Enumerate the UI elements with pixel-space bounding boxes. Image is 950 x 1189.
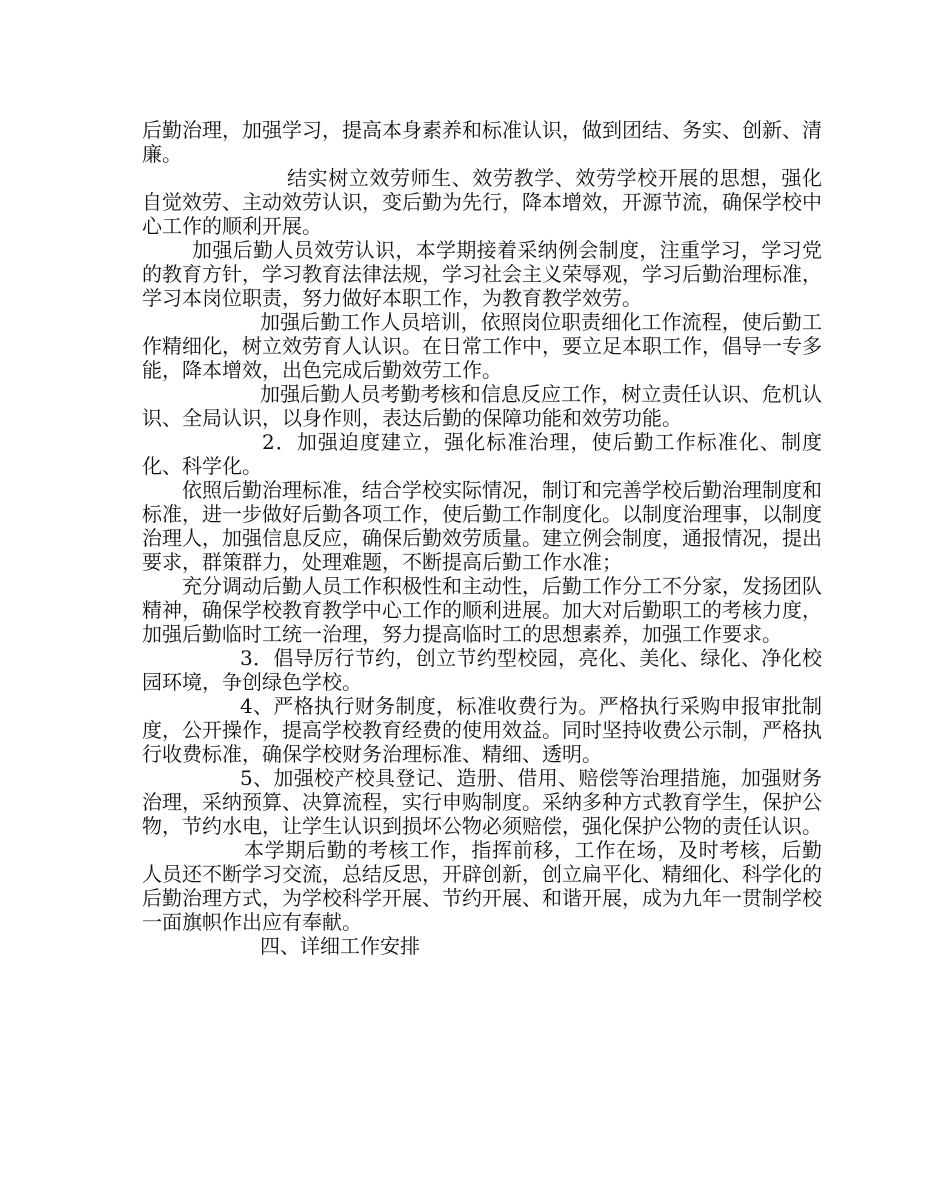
paragraph-9: 3．倡导厉行节约，创立节约型校园，亮化、美化、绿化、净化校园环境，争创绿色学校。 [142, 646, 822, 694]
paragraph-12: 本学期后勤的考核工作，指挥前移，工作在场，及时考核，后勤人员还不断学习交流，总结反思，开辟创新，创立扁平化、精细化、科学化的后勤治理方式，为学校科学开展、节约开展、和谐开展，成为九年一贯制学校一面旗帜作出应有奉献。 [142, 838, 822, 934]
paragraph-6: 2．加强迫度建立，强化标准治理，使后勤工作标准化、制度化、科学化。 [142, 430, 822, 478]
paragraph-7: 依照后勤治理标准，结合学校实际情况，制订和完善学校后勤治理制度和标准，进一步做好后勤各项工作，使后勤工作制度化。以制度治理事，以制度治理人，加强信息反应，确保后勤效劳质量。建立例会制度，通报情况，提出要求，群策群力，处理难题，不断提高后勤工作水准； [142, 478, 822, 574]
paragraph-8: 充分调动后勤人员工作积极性和主动性，后勤工作分工不分家，发扬团队精神，确保学校教育教学中心工作的顺利进展。加大对后勤职工的考核力度，加强后勤临时工统一治理，努力提高临时工的思想素养，加强工作要求。 [142, 574, 822, 646]
paragraph-10: 4、严格执行财务制度，标准收费行为。严格执行采购申报审批制度，公开操作，提高学校教育经费的使用效益。同时坚持收费公示制，严格执行收费标准，确保学校财务治理标准、精细、透明。 [142, 694, 822, 766]
section-heading: 四、详细工作安排 [260, 934, 420, 958]
paragraph-1: 后勤治理，加强学习，提高本身素养和标准认识，做到团结、务实、创新、清廉。 [142, 118, 822, 166]
document-body [142, 118, 822, 958]
paragraph-3: 加强后勤人员效劳认识，本学期接着采纳例会制度，注重学习，学习党的教育方针，学习教育法律法规，学习社会主义荣辱观，学习后勤治理标准，学习本岗位职责，努力做好本职工作，为教育教学效劳。 [142, 238, 822, 310]
paragraph-11: 5、加强校产校具登记、造册、借用、赔偿等治理措施，加强财务治理，采纳预算、决算流程，实行申购制度。采纳多种方式教育学生，保护公物，节约水电，让学生认识到损坏公物必须赔偿，强化保护公物的责任认识。 [142, 766, 822, 838]
paragraph-5: 加强后勤人员考勤考核和信息反应工作，树立责任认识、危机认识、全局认识，以身作则，表达后勤的保障功能和效劳功能。 [142, 382, 822, 430]
paragraph-4: 加强后勤工作人员培训，依照岗位职责细化工作流程，使后勤工作精细化，树立效劳育人认识。在日常工作中，要立足本职工作，倡导一专多能，降本增效，出色完成后勤效劳工作。 [142, 310, 822, 382]
paragraph-2: 结实树立效劳师生、效劳教学、效劳学校开展的思想，强化自觉效劳、主动效劳认识，变后勤为先行，降本增效，开源节流，确保学校中心工作的顺利开展。 [142, 166, 822, 238]
